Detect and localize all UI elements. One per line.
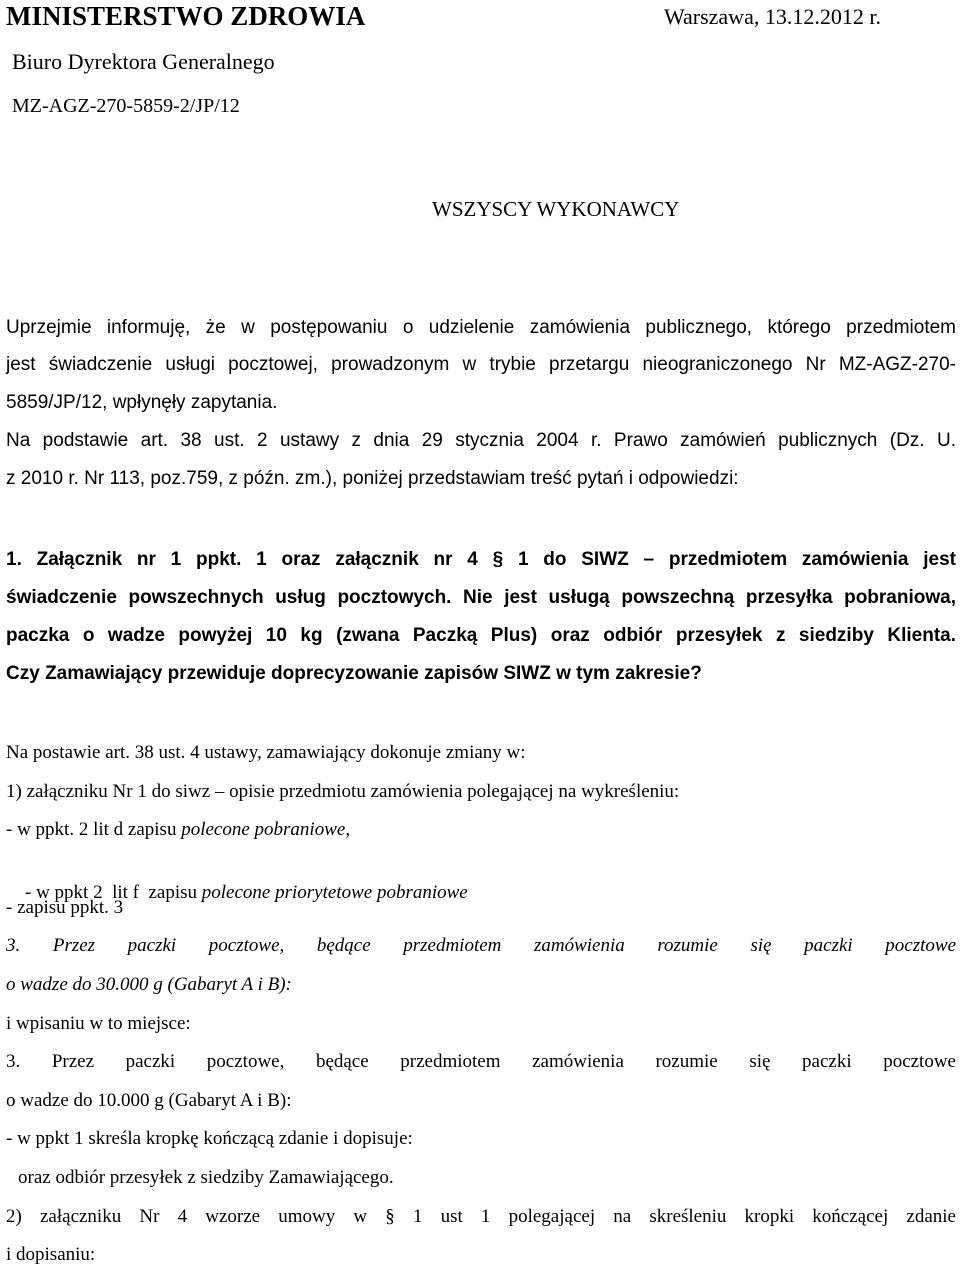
office-name: Biuro Dyrektora Generalnego: [12, 49, 275, 74]
answer-text: ,: [345, 819, 351, 840]
answer-line: 1) załączniku Nr 1 do siwz – opisie przedmiotu zamówienia polegającej na wykreśleniu:: [6, 781, 680, 802]
answer-line: Na postawie art. 38 ust. 4 ustawy, zamawiający dokonuje zmiany w:: [6, 742, 526, 763]
question-line: Czy Zamawiający przewiduje doprecyzowanie zapisów SIWZ w tym zakresie?: [6, 663, 702, 684]
answer-italic-text: polecone priorytetowe pobraniowe: [201, 882, 468, 903]
intro-line: Na podstawie art. 38 ust. 2 ustawy z dnia 29 stycznia 2004 r. Prawo zamówień publicznych (Dz. U.: [6, 430, 956, 451]
document-date: Warszawa, 13.12.2012 r.: [664, 4, 881, 29]
intro-line: jest świadczenie usługi pocztowej, prowadzonym w trybie przetargu nieograniczonego Nr MZ-AGZ-270-: [6, 354, 956, 375]
answer-line: oraz odbiór przesyłek z siedziby Zamawiającego.: [18, 1167, 394, 1188]
question-line: 1. Załącznik nr 1 ppkt. 1 oraz załącznik nr 4 § 1 do SIWZ – przedmiotem zamówienia jest: [6, 549, 956, 570]
intro-line: 5859/JP/12, wpłynęły zapytania.: [6, 392, 278, 413]
answer-line: i dopisaniu:: [6, 1244, 96, 1265]
answer-italic-text: polecone pobraniowe: [181, 819, 346, 840]
answer-line: [6, 818, 350, 842]
answer-line: - zapisu ppkt. 3: [6, 897, 124, 918]
intro-line: Uprzejmie informuję, że w postępowaniu o udzielenie zamówienia publicznego, którego przedmiotem: [6, 317, 956, 338]
answer-text: - w ppkt 2 lit f zapisu: [25, 882, 202, 903]
answer-line: 3. Przez paczki pocztowe, będące przedmiotem zamówienia rozumie się paczki pocztowe: [6, 1051, 956, 1072]
answer-text: - w ppkt. 2 lit d zapisu: [6, 819, 182, 840]
answer-line: o wadze do 10.000 g (Gabaryt A i B):: [6, 1090, 292, 1111]
answer-line: 3. Przez paczki pocztowe, będące przedmiotem zamówienia rozumie się paczki pocztowe: [6, 935, 956, 956]
answer-line: 2) załączniku Nr 4 wzorze umowy w § 1 ust 1 polegającej na skreśleniu kropki kończącej zdanie: [6, 1206, 956, 1227]
answer-line: o wadze do 30.000 g (Gabaryt A i B):: [6, 974, 292, 995]
addressee: WSZYSCY WYKONAWCY: [432, 197, 680, 221]
ministry-name: MINISTERSTWO ZDROWIA: [6, 1, 366, 31]
answer-line: i wpisaniu w to miejsce:: [6, 1013, 191, 1034]
reference-number: MZ-AGZ-270-5859-2/JP/12: [12, 95, 240, 117]
answer-line: - w ppkt 1 skreśla kropkę kończącą zdanie i dopisuje:: [6, 1128, 413, 1149]
intro-line: z 2010 r. Nr 113, poz.759, z późn. zm.), poniżej przedstawiam treść pytań i odpowiedzi:: [6, 468, 739, 489]
question-line: paczka o wadze powyżej 10 kg (zwana Paczką Plus) oraz odbiór przesyłek z siedziby Klienta.: [6, 625, 956, 646]
question-line: świadczenie powszechnych usług pocztowych. Nie jest usługą powszechną przesyłka pobraniowa,: [6, 587, 956, 608]
